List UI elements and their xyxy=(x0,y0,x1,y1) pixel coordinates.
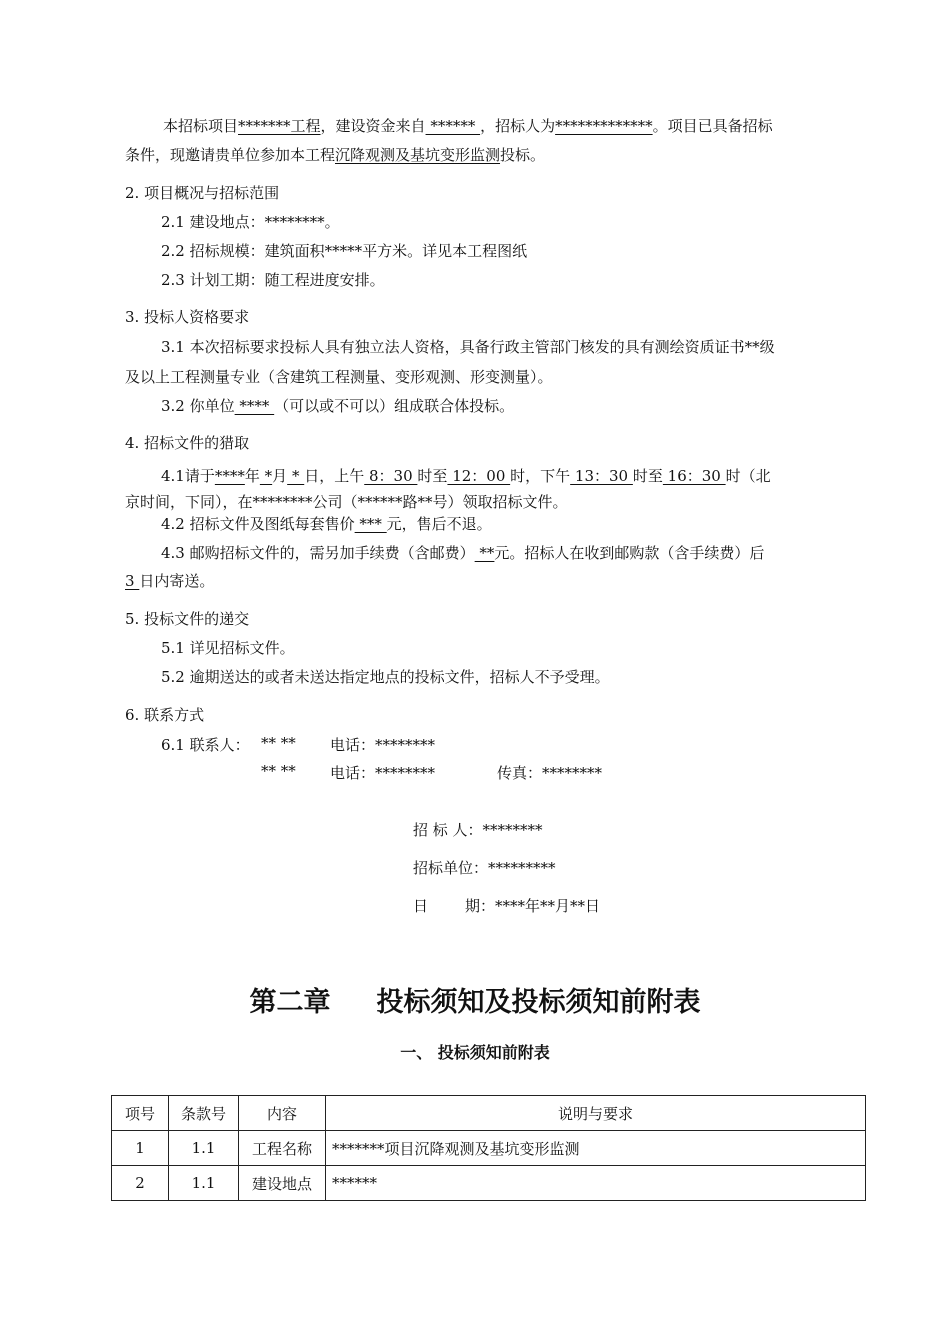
chapter-title xyxy=(0,980,950,1019)
item-4-1-line-2: 京时间，下同），在********公司（******路**号）领取招标文件。 xyxy=(125,493,568,511)
underlined-fill-value: 3 xyxy=(125,572,140,590)
underlined-fill-value: 沉降观测及基坑变形监测 xyxy=(335,146,501,164)
chapter-name: 投标须知及投标须知前附表 xyxy=(376,987,701,1018)
contact-1-name: ** ** xyxy=(261,734,296,752)
intro-line-2 xyxy=(125,144,545,165)
item-2-2: 2.2 招标规模：建筑面积*****平方米。详见本工程图纸 xyxy=(161,242,528,260)
text-run: ，招标人为 xyxy=(480,117,556,135)
signature-date: 期：****年**月**日 xyxy=(465,897,601,915)
intro-line-1 xyxy=(163,115,773,136)
underlined-fill-value: 13：30 xyxy=(570,467,633,485)
signature-unit: 招标单位：********* xyxy=(413,859,556,877)
contact-label: 6.1 联系人： xyxy=(161,736,250,754)
section-2-heading: 2. 项目概况与招标范围 xyxy=(125,184,280,202)
text-run: 时，下午 xyxy=(510,467,571,485)
signature-date-label: 日 xyxy=(413,897,429,915)
text-run: 年 xyxy=(244,467,260,485)
item-4-3-line-1 xyxy=(161,542,764,563)
text-run: 月 xyxy=(272,467,288,485)
underlined-fill-value: 8：30 xyxy=(364,467,418,485)
header-content: 内容 xyxy=(239,1096,326,1131)
underlined-fill-value: **** xyxy=(214,467,245,485)
item-2-3: 2.3 计划工期：随工程进度安排。 xyxy=(161,271,385,289)
text-run: （可以或不可以）组成联合体投标。 xyxy=(274,397,515,415)
row-content: 建设地点 xyxy=(239,1166,326,1201)
underlined-fill-value: ** xyxy=(474,544,495,562)
text-run: 4.2 招标文件及图纸每套售价 xyxy=(161,515,355,533)
table-header-row xyxy=(112,1096,866,1131)
table-row xyxy=(112,1166,866,1201)
section-6-heading: 6. 联系方式 xyxy=(125,706,205,724)
row-item-no: 1 xyxy=(112,1131,169,1166)
item-3-2 xyxy=(161,395,514,416)
contact-2-phone: 电话：******** xyxy=(330,764,436,782)
section-title: 一、 投标须知前附表 xyxy=(400,1043,550,1062)
item-4-2 xyxy=(161,513,492,534)
underlined-fill-value: ****** xyxy=(425,117,481,135)
text-run: 时（北 xyxy=(725,467,771,485)
text-run: 本招标项目 xyxy=(163,117,239,135)
contact-1-phone: 电话：******** xyxy=(330,736,436,754)
text-run: ，建设资金来自 xyxy=(320,117,426,135)
row-clause-no: 1.1 xyxy=(169,1131,239,1166)
item-3-1-line-1: 3.1 本次招标要求投标人具有独立法人资格，具备行政主管部门核发的具有测绘资质证书**级 xyxy=(161,338,775,356)
text-run: 4.3 邮购招标文件的，需另加手续费（含邮费） xyxy=(161,544,475,562)
underlined-fill-value: **** xyxy=(234,397,275,415)
underlined-fill-value: ************* xyxy=(555,117,653,135)
underlined-fill-value: *** xyxy=(354,515,387,533)
item-5-1: 5.1 详见招标文件。 xyxy=(161,639,295,657)
text-run: 时至 xyxy=(417,467,448,485)
text-run: 日内寄送。 xyxy=(139,572,215,590)
underlined-fill-value: *******工程 xyxy=(238,117,321,135)
row-description: *******项目沉降观测及基坑变形监测 xyxy=(326,1131,866,1166)
section-4-heading: 4. 招标文件的猎取 xyxy=(125,434,250,452)
front-attachment-table xyxy=(111,1095,866,1201)
text-run: 。项目已具备招标 xyxy=(652,117,773,135)
row-description: ****** xyxy=(326,1166,866,1201)
text-run: 投标。 xyxy=(500,146,546,164)
chapter-number: 第二章 xyxy=(249,987,331,1018)
header-item-no: 项号 xyxy=(112,1096,169,1131)
item-3-1-line-2: 及以上工程测量专业（含建筑工程测量、变形观测、形变测量）。 xyxy=(125,368,553,386)
section-3-heading: 3. 投标人资格要求 xyxy=(125,308,250,326)
item-2-1: 2.1 建设地点：********。 xyxy=(161,213,340,231)
text-run: 条件，现邀请贵单位参加本工程 xyxy=(125,146,336,164)
row-clause-no: 1.1 xyxy=(169,1166,239,1201)
table-row xyxy=(112,1131,866,1166)
contact-2-name: ** ** xyxy=(261,762,296,780)
item-5-2: 5.2 逾期送达的或者未送达指定地点的投标文件，招标人不予受理。 xyxy=(161,668,610,686)
header-description: 说明与要求 xyxy=(326,1096,866,1131)
underlined-fill-value: * xyxy=(287,467,305,485)
underlined-fill-value: 12：00 xyxy=(447,467,511,485)
text-run: 元。招标人在收到邮购款（含手续费）后 xyxy=(494,544,765,562)
section-5-heading: 5. 投标文件的递交 xyxy=(125,610,250,628)
signature-tenderer: 招 标 人：******** xyxy=(413,821,543,839)
text-run: 日，上午 xyxy=(304,467,365,485)
text-run: 元，售后不退。 xyxy=(386,515,492,533)
underlined-fill-value: 16：30 xyxy=(662,467,726,485)
item-4-1-line-1 xyxy=(161,465,771,486)
text-run: 3.2 你单位 xyxy=(161,397,235,415)
contact-2-fax: 传真：******** xyxy=(497,764,603,782)
item-4-3-line-2 xyxy=(125,570,214,591)
header-clause-no: 条款号 xyxy=(169,1096,239,1131)
underlined-fill-value: * xyxy=(259,467,273,485)
row-content: 工程名称 xyxy=(239,1131,326,1166)
row-item-no: 2 xyxy=(112,1166,169,1201)
text-run: 4.1请于 xyxy=(161,467,215,485)
text-run: 时至 xyxy=(632,467,663,485)
